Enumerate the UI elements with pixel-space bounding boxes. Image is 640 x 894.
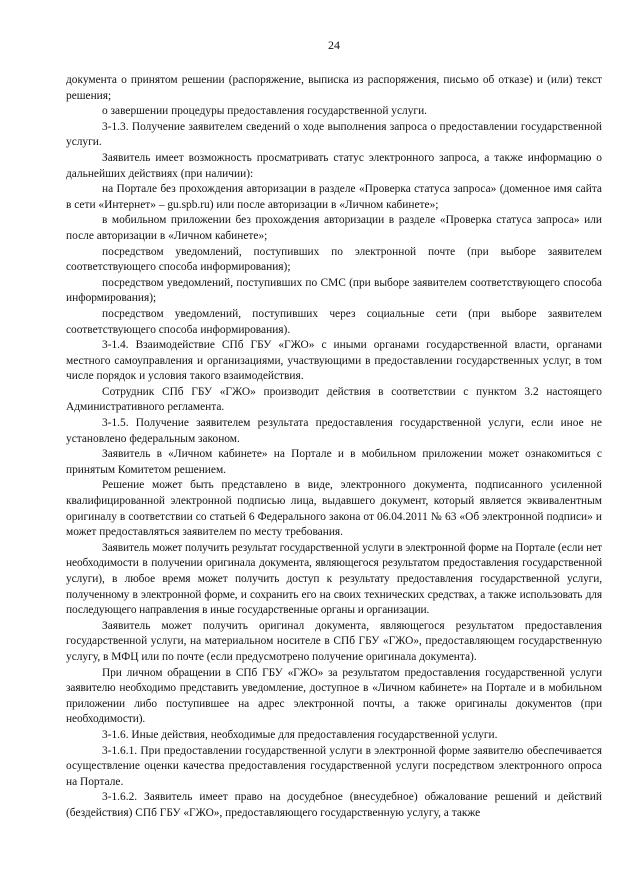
section-heading: 3-1.5. Получение заявителем результата предоставления государственной услуги, если иное не установлено федеральным законом. xyxy=(66,417,602,445)
document-body xyxy=(66,73,602,822)
paragraph: Заявитель в «Личном кабинете» на Портале и в мобильном приложении может ознакомиться с принятым Комитетом решением. xyxy=(66,448,602,476)
paragraph: посредством уведомлений, поступивших по СМС (при выборе заявителем соответствующего способа информирования); xyxy=(66,276,602,305)
paragraph: посредством уведомлений, поступивших через социальные сети (при выборе заявителем соответствующего способа информирования). xyxy=(66,307,602,336)
paragraph: документа о принятом решении (распоряжение, выписка из распоряжения, письмо об отказе) и (или) текст решения; xyxy=(66,74,602,102)
paragraph: Заявитель может получить результат государственной услуги в электронной форме на Портале (если нет необходимости в получении оригинала документа, являющегося результатом предоставления государственной услуги), в любое время может получить доступ к результату предоставления государственной услуги, полученному в электронной форме, и сохранить его на своих технических средствах, а также использовать для последующего направления в иные государственные органы и организации. xyxy=(66,541,602,617)
section-heading: 3-1.6. Иные действия, необходимые для предоставления государственной услуги. xyxy=(102,728,498,741)
paragraph: посредством уведомлений, поступивших по электронной почте (при выборе заявителем соответствующего способа информирования); xyxy=(66,245,602,274)
paragraph: в мобильном приложении без прохождения авторизации в разделе «Проверка статуса запроса» или после авторизации в «Личном кабинете»; xyxy=(66,214,602,242)
paragraph: о завершении процедуры предоставления государственной услуги. xyxy=(102,105,428,118)
paragraph: на Портале без прохождения авторизации в разделе «Проверка статуса запроса» (доменное имя сайта в сети «Интернет» – gu.spb.ru) или после авторизации в «Личном кабинете»; xyxy=(66,183,602,211)
paragraph: 3-1.6.1. При предоставлении государственной услуги в электронной форме заявителю обеспечивается осуществление оценки качества предоставления государственной услуги посредством электронного опроса на Портале. xyxy=(66,744,602,788)
page-number: 24 xyxy=(328,38,340,52)
paragraph: Заявитель может получить оригинал документа, являющегося результатом предоставления государственной услуги, на материальном носителе в СПб ГБУ «ГЖО», предоставляющем государственную услугу, в МФЦ или по почте (если предусмотрено получение оригинала документа). xyxy=(66,619,602,663)
section-heading: 3-1.4. Взаимодействие СПб ГБУ «ГЖО» с иными органами государственной власти, органами местного самоуправления и организациями, участвующими в предоставлении государственных услуг, в том числе порядок и условия такого взаимодействия. xyxy=(66,339,602,383)
section-heading: 3-1.3. Получение заявителем сведений о ходе выполнения запроса о предоставлении государственной услуги. xyxy=(66,120,602,149)
paragraph: Заявитель имеет возможность просматривать статус электронного запроса, а также информацию о дальнейших действиях (при наличии): xyxy=(66,151,602,180)
paragraph: Сотрудник СПб ГБУ «ГЖО» производит действия в соответствии с пунктом 3.2 настоящего Административного регламента. xyxy=(66,385,602,414)
paragraph: Решение может быть представлено в виде, электронного документа, подписанного усиленной квалифицированной электронной подписью лица, выдавшего документ, который является эквивалентным оригиналу в соответствии со статьей 6 Федерального закона от 06.04.2011 № 63 «Об электронной подписи» и может предоставляться заявителем по месту требования. xyxy=(66,479,602,539)
paragraph: 3-1.6.2. Заявитель имеет право на досудебное (внесудебное) обжалование решений и действий (бездействия) СПб ГБУ «ГЖО», предоставляющего государственную услугу, а также xyxy=(66,791,602,819)
paragraph: При личном обращении в СПб ГБУ «ГЖО» за результатом предоставления государственной услуги заявителю необходимо представить уведомление, доступное в «Личном кабинете» на Портале и в мобильном приложении либо поступившее на адрес электронной почты, а также оригиналы документов (при необходимости). xyxy=(66,666,602,726)
